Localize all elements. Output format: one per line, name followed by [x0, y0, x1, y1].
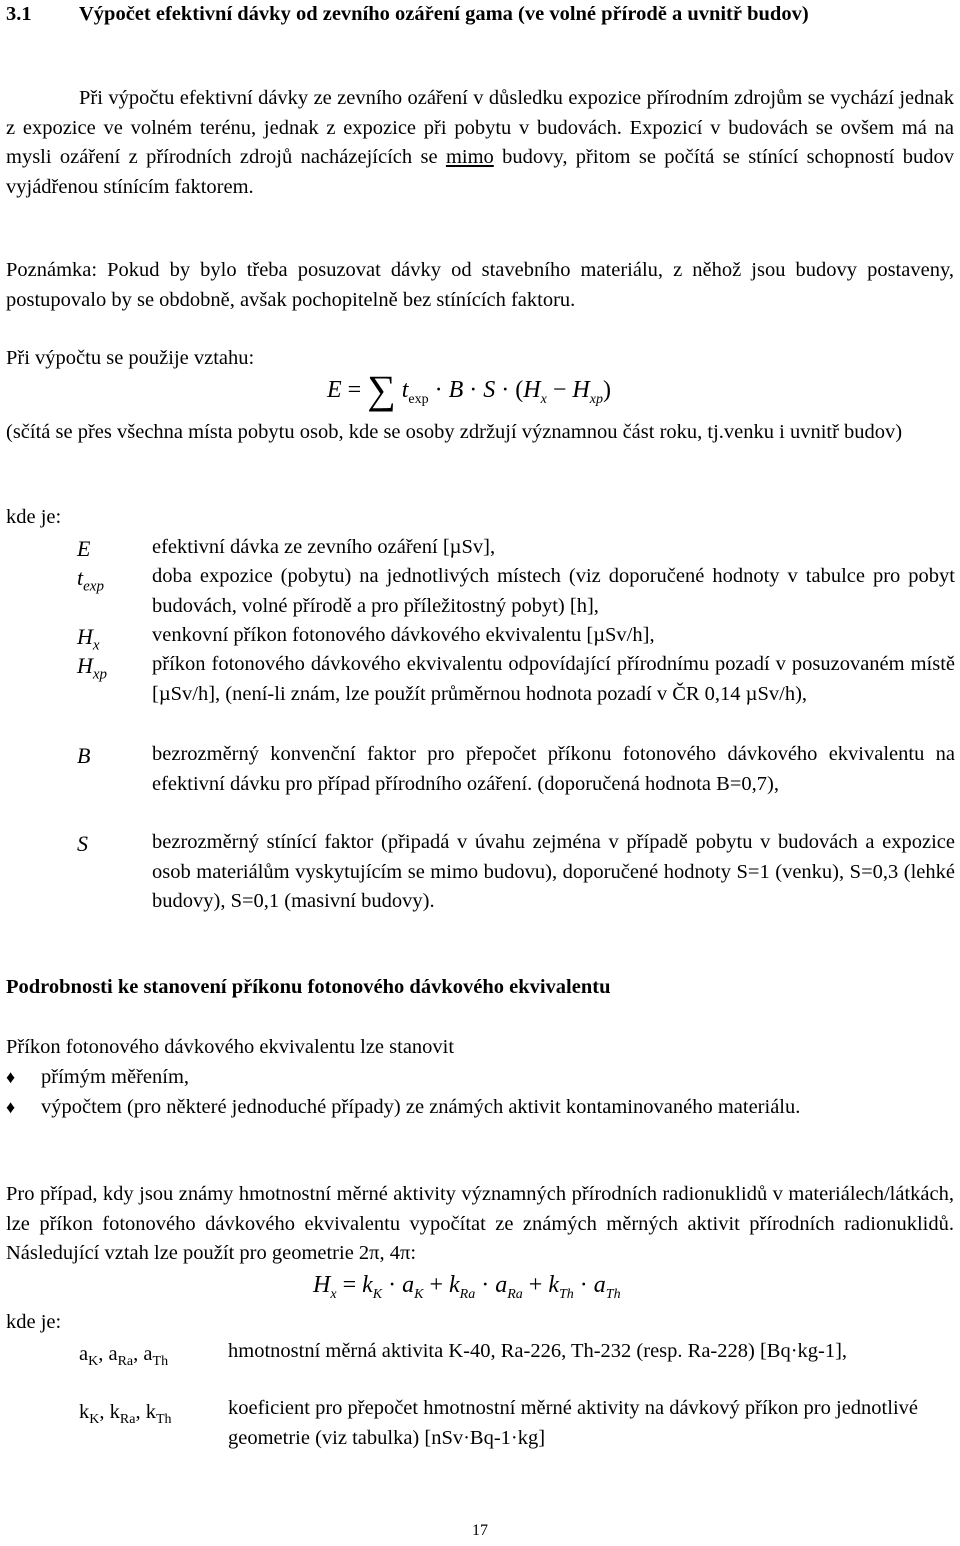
- formula-dot2: ·: [469, 377, 478, 403]
- def-symbol-b: B: [77, 743, 91, 768]
- formula-eq: =: [347, 377, 362, 403]
- def-symbol-e: E: [77, 536, 91, 561]
- formula-h1-sub: x: [540, 391, 547, 407]
- formula-sum: ∑: [367, 367, 396, 412]
- where-label-2: kde je:: [6, 1311, 62, 1333]
- def-text-texp: doba expozice (pobytu) na jednotlivých místech (viz doporučené hodnoty v tabulce pro pobyt budovách, volné přírodě a pro příležitostný pobyt) [h],: [152, 565, 955, 617]
- def2-text-a: hmotnostní měrná aktivita K-40, Ra-226, Th-232 (resp. Ra-228) [Bq·kg-1],: [228, 1340, 848, 1362]
- formula-open: (: [515, 377, 524, 403]
- formula-t: t: [401, 377, 409, 403]
- formula-s: S: [483, 377, 496, 403]
- bullet-text-1: přímým měřením,: [41, 1066, 190, 1088]
- section2-paragraph: Pro případ, kdy jsou známy hmotnostní měrné aktivity významných přírodních radionuklidů v materiálech/látkách, lze příkon fotonového dávkového ekvivalentu vypočítat ze známých měrných aktivit přírodních radionuklidů. Následující vztah lze použít pro geometrie 2π, 4π:: [6, 1183, 954, 1264]
- def-text-hx: venkovní příkon fotonového dávkového ekvivalentu [µSv/h],: [152, 624, 655, 646]
- def-symbol-hx: $H_x$: [77, 624, 100, 654]
- def2-symbol-k: $k_K$, $k_{Ra}$, $k_{Th}$: [79, 1401, 172, 1428]
- formula-close: ): [602, 377, 611, 403]
- intro-text-b: budovy, přitom se počítá se stínící schopností budov vyjádřenou stínícím faktorem.: [6, 146, 954, 198]
- def2-symbol-a: $a_K$, $a_{Ra}$, $a_{Th}$: [79, 1343, 169, 1370]
- intro-paragraph: [6, 84, 954, 202]
- formula-b: B: [448, 377, 464, 403]
- formula-effective-dose: [327, 367, 611, 414]
- def-symbol-hxp: $H_{xp}$: [77, 653, 108, 683]
- bullet-icon: ♦: [6, 1097, 16, 1117]
- formula-note: (sčítá se přes všechna místa pobytu osob, kde se osoby zdržují významnou část roku, tj.venku i uvnitř budov): [6, 421, 903, 443]
- formula-h2-sub: xp: [589, 391, 603, 407]
- section-number: 3.1: [6, 3, 32, 25]
- def-text-s: bezrozměrný stínící faktor (připadá v úvahu zejména v případě pobytu v budovách a expozice osob materiálům vyskytujícím se mimo budovu), doporučené hodnoty S=1 (venku), S=0,3 (lehké budovy), S=0,1 (masivní budovy).: [152, 831, 955, 912]
- section-title: Výpočet efektivní dávky od zevního ozáření gama (ve volné přírodě a uvnitř budov): [79, 3, 809, 25]
- section2-lead: Příkon fotonového dávkového ekvivalentu lze stanovit: [6, 1036, 455, 1058]
- def-text-b: bezrozměrný konvenční faktor pro přepočet příkonu fotonového dávkového ekvivalentu na efektivní dávku pro případ přírodního ozáření. (doporučená hodnota B=0,7),: [152, 743, 955, 795]
- formula-dot1: ·: [434, 377, 443, 403]
- def-text-e: efektivní dávka ze zevního ozáření [µSv],: [152, 536, 496, 558]
- def-symbol-texp: $t_{exp}$: [77, 565, 104, 595]
- formula-t-sub: exp: [408, 391, 429, 407]
- where-label: kde je:: [6, 506, 62, 528]
- def-text-hxp: příkon fotonového dávkového ekvivalentu odpovídající přírodnímu pozadí v posuzovaném místě [µSv/h], (není-li znám, lze použít průměrnou hodnota pozadí v ČR 0,14 µSv/h),: [152, 653, 955, 705]
- formula-dose-rate: $H_x = k_K \cdot a_K + k_{Ra} \cdot a_{Ra} + k_{Th} \cdot a_{Th}$: [313, 1272, 621, 1302]
- formula-dot3: ·: [501, 377, 510, 403]
- def-symbol-s: S: [77, 831, 88, 856]
- def2-text-k: koeficient pro přepočet hmotnostní měrné aktivity na dávkový příkon pro jednotlivé geometrie (viz tabulka) [nSv·Bq-1·kg]: [228, 1397, 918, 1449]
- intro-mimo: mimo: [445, 146, 494, 168]
- intro-text-a: Při výpočtu efektivní dávky ze zevního ozáření v důsledku expozice přírodním zdrojům se vychází jednak z expozice ve volném terénu, jednak z expozice při pobytu v budovách. Expozicí v budovách se ovšem má na mysli ozáření z přírodních zdrojů nacházejících se: [6, 87, 954, 168]
- formula-lead: Při výpočtu se použije vztahu:: [6, 347, 255, 369]
- formula-minus: −: [552, 377, 567, 403]
- formula-h2: H: [572, 377, 590, 403]
- formula-e: E: [327, 377, 342, 403]
- note-paragraph: Poznámka: Pokud by bylo třeba posuzovat dávky od stavebního materiálu, z něhož jsou budovy postaveny, postupovalo by se obdobně, avšak pochopitelně bez stínících faktoru.: [6, 259, 954, 311]
- bullet-text-2: výpočtem (pro některé jednoduché případy) ze známých aktivit kontaminovaného materiálu.: [41, 1096, 801, 1118]
- section2-heading: Podrobnosti ke stanovení příkonu fotonového dávkového ekvivalentu: [6, 976, 611, 998]
- formula-h1: H: [523, 377, 541, 403]
- page-number: 17: [472, 1522, 488, 1539]
- bullet-icon: ♦: [6, 1067, 16, 1087]
